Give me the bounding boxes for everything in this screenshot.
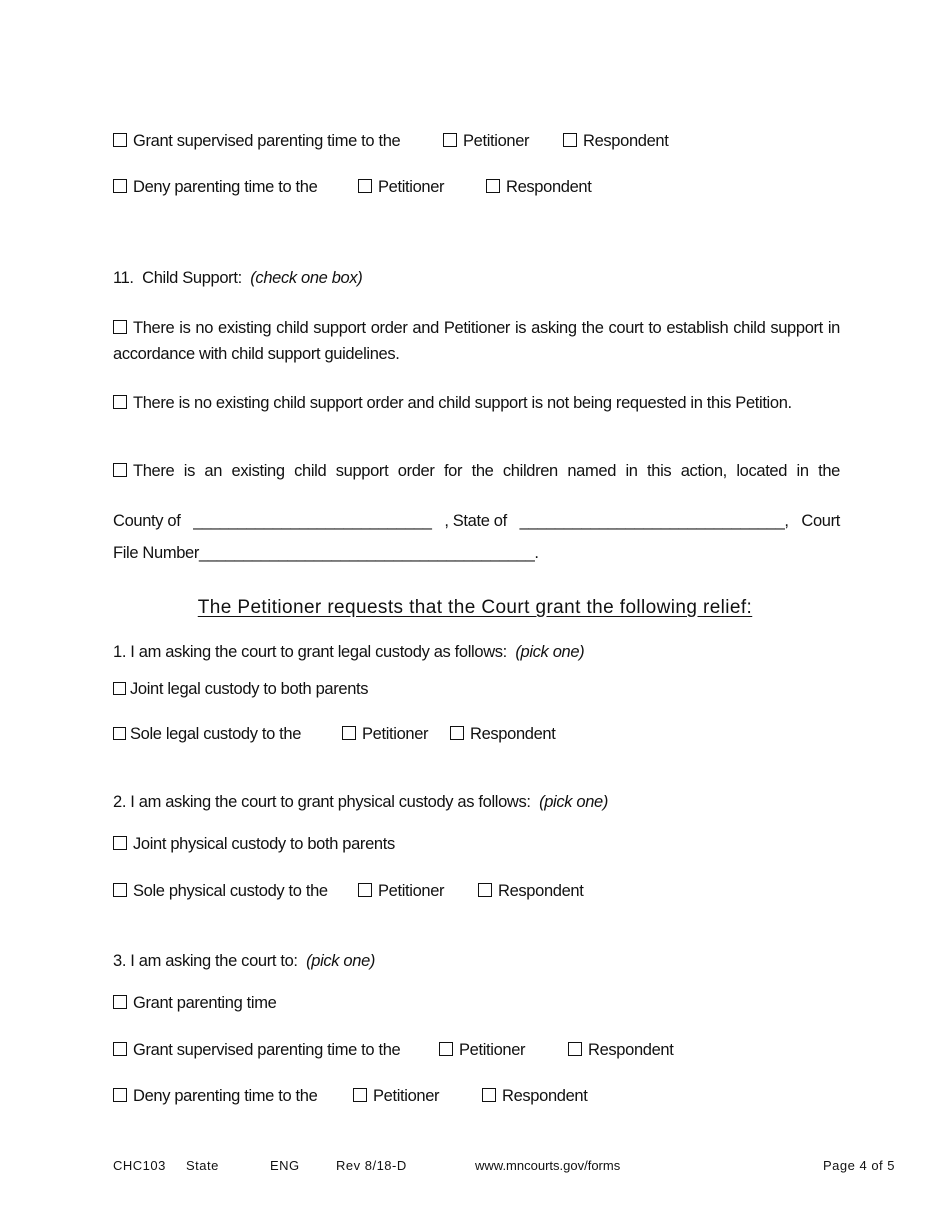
q3-text: 3. I am asking the court to: <box>113 952 298 970</box>
petitioner-label: Petitioner <box>378 178 445 196</box>
q3-supervised-label: Grant supervised parenting time to the <box>133 1041 401 1059</box>
deny-parenting-checkbox[interactable] <box>113 179 127 193</box>
child-support-option-1-checkbox[interactable] <box>113 320 127 334</box>
sole-legal-label: Sole legal custody to the <box>130 725 302 743</box>
relief-q2-question <box>113 792 608 812</box>
sole-physical-row <box>113 881 584 901</box>
q3-deny-checkbox[interactable] <box>113 1088 127 1102</box>
footer-url[interactable]: www.mncourts.gov/forms <box>475 1158 621 1173</box>
supervised-parenting-row <box>113 131 669 151</box>
respondent-label: Respondent <box>498 882 584 900</box>
sole-physical-petitioner-checkbox[interactable] <box>358 883 372 897</box>
q1-text: 1. I am asking the court to grant legal custody as follows: <box>113 643 507 661</box>
child-support-option-2-checkbox[interactable] <box>113 395 127 409</box>
petitioner-label: Petitioner <box>378 882 445 900</box>
supervised-parenting-checkbox[interactable] <box>113 133 127 147</box>
relief-heading <box>0 596 950 620</box>
respondent-label: Respondent <box>470 725 556 743</box>
section-title: Child Support: <box>142 269 242 287</box>
joint-physical-checkbox[interactable] <box>113 836 127 850</box>
footer-form-code: CHC103 <box>113 1158 166 1173</box>
court-label: Court <box>801 512 840 530</box>
section-instruction: (check one box) <box>250 269 363 287</box>
q2-instruction: (pick one) <box>539 793 609 811</box>
q1-instruction: (pick one) <box>515 643 585 661</box>
child-support-option-2-text: There is no existing child support order and child support is not being requested in this Petition. <box>133 394 792 412</box>
joint-legal-row <box>113 679 368 699</box>
footer-language: ENG <box>270 1158 300 1173</box>
q3-deny-petitioner-checkbox[interactable] <box>353 1088 367 1102</box>
child-support-option-1-text: There is no existing child support order and Petitioner is asking the court to establish child support in accordance with child support guidelines. <box>113 319 840 363</box>
county-label: County of <box>113 512 181 530</box>
petitioner-label: Petitioner <box>362 725 429 743</box>
deny-parenting-row <box>113 177 592 197</box>
child-support-heading <box>113 268 362 288</box>
sole-physical-respondent-checkbox[interactable] <box>478 883 492 897</box>
sole-physical-label: Sole physical custody to the <box>133 882 328 900</box>
respondent-label: Respondent <box>583 132 669 150</box>
footer-jurisdiction: State <box>186 1158 219 1173</box>
state-label: , State of <box>444 512 507 530</box>
supervised-petitioner-checkbox[interactable] <box>443 133 457 147</box>
q3-supervised-petitioner-checkbox[interactable] <box>439 1042 453 1056</box>
respondent-label: Respondent <box>502 1087 588 1105</box>
footer-revision: Rev 8/18-D <box>336 1158 407 1173</box>
petitioner-label: Petitioner <box>373 1087 440 1105</box>
county-field[interactable]: ___________________________ <box>193 512 432 530</box>
child-support-option-1 <box>113 315 840 367</box>
q3-supervised-checkbox[interactable] <box>113 1042 127 1056</box>
existing-order-location-row <box>113 511 840 531</box>
sole-legal-petitioner-checkbox[interactable] <box>342 726 356 740</box>
sole-legal-row <box>113 724 556 744</box>
sole-legal-respondent-checkbox[interactable] <box>450 726 464 740</box>
relief-q3-question <box>113 951 375 971</box>
section-number: 11. <box>113 269 134 287</box>
file-number-row <box>113 543 539 563</box>
respondent-label: Respondent <box>506 178 592 196</box>
child-support-option-3 <box>113 458 840 484</box>
footer-page-number: Page 4 of 5 <box>823 1158 895 1173</box>
q3-deny-row <box>113 1086 588 1106</box>
q3-deny-respondent-checkbox[interactable] <box>482 1088 496 1102</box>
relief-q1-question <box>113 642 584 662</box>
file-number-field[interactable]: ______________________________________. <box>199 544 539 562</box>
relief-heading-text: The Petitioner requests that the Court grant the following relief: <box>197 597 753 618</box>
deny-parenting-label: Deny parenting time to the <box>133 178 318 196</box>
child-support-option-3-text: There is an existing child support order for the children named in this action, located in the <box>133 462 840 480</box>
q3-deny-label: Deny parenting time to the <box>133 1087 318 1105</box>
supervised-respondent-checkbox[interactable] <box>563 133 577 147</box>
state-field[interactable]: ______________________________, <box>519 512 789 530</box>
sole-legal-checkbox[interactable] <box>113 727 126 740</box>
q2-text: 2. I am asking the court to grant physical custody as follows: <box>113 793 531 811</box>
petitioner-label: Petitioner <box>463 132 530 150</box>
q3-supervised-respondent-checkbox[interactable] <box>568 1042 582 1056</box>
grant-parenting-label: Grant parenting time <box>133 994 277 1012</box>
child-support-option-3-checkbox[interactable] <box>113 463 127 477</box>
q3-supervised-row <box>113 1040 674 1060</box>
deny-petitioner-checkbox[interactable] <box>358 179 372 193</box>
joint-physical-label: Joint physical custody to both parents <box>133 835 395 853</box>
supervised-parenting-label: Grant supervised parenting time to the <box>133 132 401 150</box>
respondent-label: Respondent <box>588 1041 674 1059</box>
deny-respondent-checkbox[interactable] <box>486 179 500 193</box>
q3-instruction: (pick one) <box>306 952 376 970</box>
grant-parenting-checkbox[interactable] <box>113 995 127 1009</box>
child-support-option-2 <box>113 390 840 416</box>
sole-physical-checkbox[interactable] <box>113 883 127 897</box>
grant-parenting-row <box>113 993 276 1013</box>
file-number-label: File Number <box>113 544 200 562</box>
joint-physical-row <box>113 834 395 854</box>
joint-legal-label: Joint legal custody to both parents <box>130 680 369 698</box>
petitioner-label: Petitioner <box>459 1041 526 1059</box>
joint-legal-checkbox[interactable] <box>113 682 126 695</box>
